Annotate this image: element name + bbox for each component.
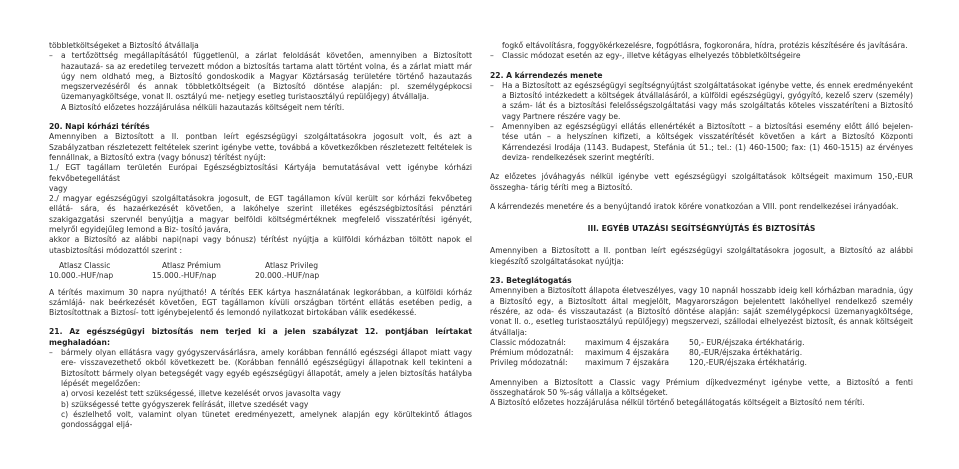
paragraph: A térítés maximum 30 napra nyújtható! A térítés EEK kártya használatának legkorábban, a külföldi kórház számlájá- nak beérkezését követően, EGT tagállamon kívüli országban történt ellátás esetében pedig, a Biztosítottnak a Biztosí- tott igénybejelentő és lemondó nyilatkozat birtokában válik esedékessé. — [49, 287, 472, 318]
rate-plan: Prémium módozatnál: — [490, 348, 574, 358]
right-column — [490, 41, 913, 409]
paragraph: A kárrendezés menetére és a benyújtandó iratok körére vonatkozóan a VIII. pont rendelkezései irányadóak. — [490, 201, 899, 211]
dash-item-text: Ha a Biztosított az egészségügyi segítségnyújtást szolgáltatásokat igénybe vette, és ennek eredményeként a Biztosító intézkedett a költségek átvállalásáról, a külföldi egészségügyi, gyógyító, kezelő szerv (személy) a szám- lát és a biztosítási felelősségszolgáltatási vagy más szolgáltatás köteles visszatéríteni a Biztosító vagy Partnere részére vagy be. — [502, 80, 913, 121]
rate-nights: maximum 4 éjszakára — [585, 348, 669, 358]
dash-item-text: bármely olyan ellátásra vagy gyógyszervásárlásra, amely korábban fennálló egészségi állapot miatt vagy ere- visszavezethető okból következett be. (Korábban fennálló egészségügyi állapotnak kell tekinteni a Biztosított bármely olyan betegségét vagy egyéb egészségügyi állapotát, amely a jelen biztosítás hatályba lépését megelőzően: — [61, 348, 472, 388]
paragraph: akkor a Biztosító az alábbi napi(napi vagy bónusz) térítést nyújtja a külföldi kórházban töltött napok el utasbiztosítási módozattól szerint : — [49, 235, 472, 255]
paragraph: Amennyiben a Biztosított a II. pontban leírt egészségügyi szolgáltatásokra jogosult volt, és azt a Szabályzatban részletezett feltételek szerint igénybe vette, továbbá a következőkben részletezett feltételek is fennállnak, a Biztosító extra (vagy bónusz) térítést nyújt: — [49, 132, 472, 162]
dash-bullet: – — [49, 51, 53, 61]
section-heading-20: 20. Napi kórházi térítés — [49, 122, 150, 132]
dash-item — [49, 348, 472, 389]
plan-name: Atlasz Privileg — [265, 260, 319, 270]
dash-item — [490, 122, 913, 163]
paragraph: fogkő eltávolításra, foggyökérkezelésre, fogpótlásra, fogkoronára, hídra, protézis készítésére és javítására. — [502, 41, 908, 50]
dash-item — [490, 81, 913, 122]
rate-limit: 120,-EUR/éjszaka értékhatárig. — [689, 358, 807, 368]
dash-item-text: a tertőzöttség megállapításától függetlenül, a zárlat feloldását követően, amennyiben a Biztosított hazautazá- sa az eredetileg tervezett módon a biztosítás tartama alatt történt volna, és a zárlat miatt már úgy nem oldható meg, a Biztosító gondoskodik a Magyar Köztársaság területére történő hazautazás megszervezéséről és annak többletköltségeit (a Biztosító döntése alapján: pl. személygépkocsi üzemanyagköltsége, vonat II. osztályú me- netjegy esetleg turistaosztályú repülőjegy) átvállalja. — [61, 51, 472, 102]
section-heading-23: 23. Beteglátogatás — [490, 276, 572, 286]
paragraph: 2./ magyar egészségügyi szolgáltatásokra jogosult, de EGT tagállamon kívül került sor kórházi fekvőbeteg ellátá- sára, és hazaérkezését követően, a lakóhelye szerint illetékes egészségbiztosítási pénztári szakigazgatási szervnél benyújtja a magyar belföldi költségmértéknek megfelelő visszatérítési igényét, melyről egyidejűleg lemond a Biz- tosító javára, — [49, 194, 472, 235]
rate-nights: maximum 4 éjszakára — [585, 337, 669, 347]
plan-name: Atlasz Prémium — [162, 260, 221, 270]
paragraph: Az előzetes jóváhagyás nélkül igénybe vett egészségügyi szolgáltatások költségeit maximum 150,-EUR összegha- tárig téríti meg a Biztosító. — [490, 172, 913, 192]
rate-row — [490, 348, 913, 358]
paragraph: Amennyiben a Biztosított a Classic vagy Prémium díjkedvezményt igénybe vette, a Biztosító a fenti összeghatárok 50 %-ság vállalja a költségeket. — [490, 377, 913, 398]
dash-item — [49, 51, 472, 102]
left-column — [49, 41, 472, 430]
plan-amount: 10.000.-HUF/nap — [49, 271, 114, 281]
dash-bullet: – — [490, 51, 494, 61]
paragraph: A Biztosító előzetes hozzájárulása nélkül történő betegállátogatás költségeit a Biztosító nem téríti. — [490, 398, 865, 408]
section-heading-21: 21. Az egészségügyi biztosítás nem terjed ki a jelen szabályzat 12. pontjában leírtakat meghaladóan: — [49, 327, 472, 347]
plan-amount: 15.000.-HUF/nap — [152, 271, 217, 281]
plan-amounts-row — [49, 271, 472, 281]
rate-nights: maximum 7 éjszakára — [585, 358, 669, 368]
paragraph: Amennyiben a Biztosított állapota életveszélyes, vagy 10 napnál hosszabb ideig kell kórházban maradnia, úgy a Biztosító egy, a Biztosított által megjelölt, Magyarországon bejelentett lakóhellyel rendelkező személy részére, az oda- és visszautazást (a Biztosító döntése alapján: saját személygépkocsi üzemanyagköltsége, vonat II. o., esetleg turistaosztályú repülőjegy) megszervezi, szállodai elhelyezést biztosít, és annak költségeit átvállalja: — [490, 286, 913, 337]
paragraph: többletköltségeket a Biztosító átvállalja — [49, 41, 199, 50]
plan-name: Atlasz Classic — [59, 260, 111, 270]
rate-limit: 50,- EUR/éjszaka értékhatárig. — [689, 337, 805, 347]
list-item: c) észlelhető volt, valamint olyan tünetet eredményezett, amelynek alapján egy körültekintő átlagos gondossággal eljá- — [61, 409, 472, 430]
dash-item-text: Classic módozat esetén az egy-, illetve kétágyas elhelyezés többletköltségeire — [502, 51, 801, 61]
dash-bullet: – — [490, 122, 494, 132]
dash-bullet: – — [49, 348, 53, 358]
list-item: b) szükségessé tette gyógyszerek felírását, illetve szedését vagy — [61, 399, 309, 409]
rate-plan: Classic módozatnál: — [490, 337, 566, 347]
rate-row — [490, 338, 913, 348]
plan-names-row — [49, 261, 472, 271]
dash-bullet: – — [490, 80, 494, 90]
paragraph: Amennyiben a Biztosított a II. pontban leírt egészségügyi szolgáltatásokra jogosult, a Biztosító az alábbi kiegészítő szolgáltatásokat nyújtja: — [490, 246, 913, 266]
rate-plan: Privileg módozatnál: — [490, 358, 568, 368]
paragraph: vagy — [49, 183, 68, 193]
rate-row — [490, 358, 913, 368]
chapter-heading: III. EGYÉB UTAZÁSI SEGÍTSÉGNYÚJTÁS ÉS BIZTOSÍTÁS — [587, 224, 816, 234]
section-heading-22: 22. A kárrendezés menete — [490, 70, 603, 80]
dash-item-text: Amennyiben az egészségügyi ellátás ellenértékét a Biztosított – a biztosítási esemény előtt álló bejelen- tése után – a helyszínen kifizeti, a költségek visszatérítését követően a kárt a Biztosító Központi Kárrendezési Irodája (1143. Budapest, Stefánia út 51.; tel.: (1) 460-1500; fax: (1) 460-1515) az érvényes deviza- rendelkezések szerint megtéríti. — [502, 122, 913, 162]
rate-limit: 80,-EUR/éjszaka értékhatárig. — [689, 348, 803, 358]
paragraph: 1./ EGT tagállam területén Európai Egészségbiztosítási Kártyája bemutatásával vett igénybe kórházi fekvőbetegellátást — [49, 163, 472, 183]
dash-item — [490, 51, 913, 61]
list-item: a) orvosi kezelést tett szükségessé, illetve kezelését orvos javasolta vagy — [61, 389, 341, 399]
plan-amount: 20.000.-HUF/nap — [255, 271, 320, 281]
paragraph: A Biztosító előzetes hozzájárulása nélküli hazautazás költségeit nem téríti. — [61, 102, 345, 112]
